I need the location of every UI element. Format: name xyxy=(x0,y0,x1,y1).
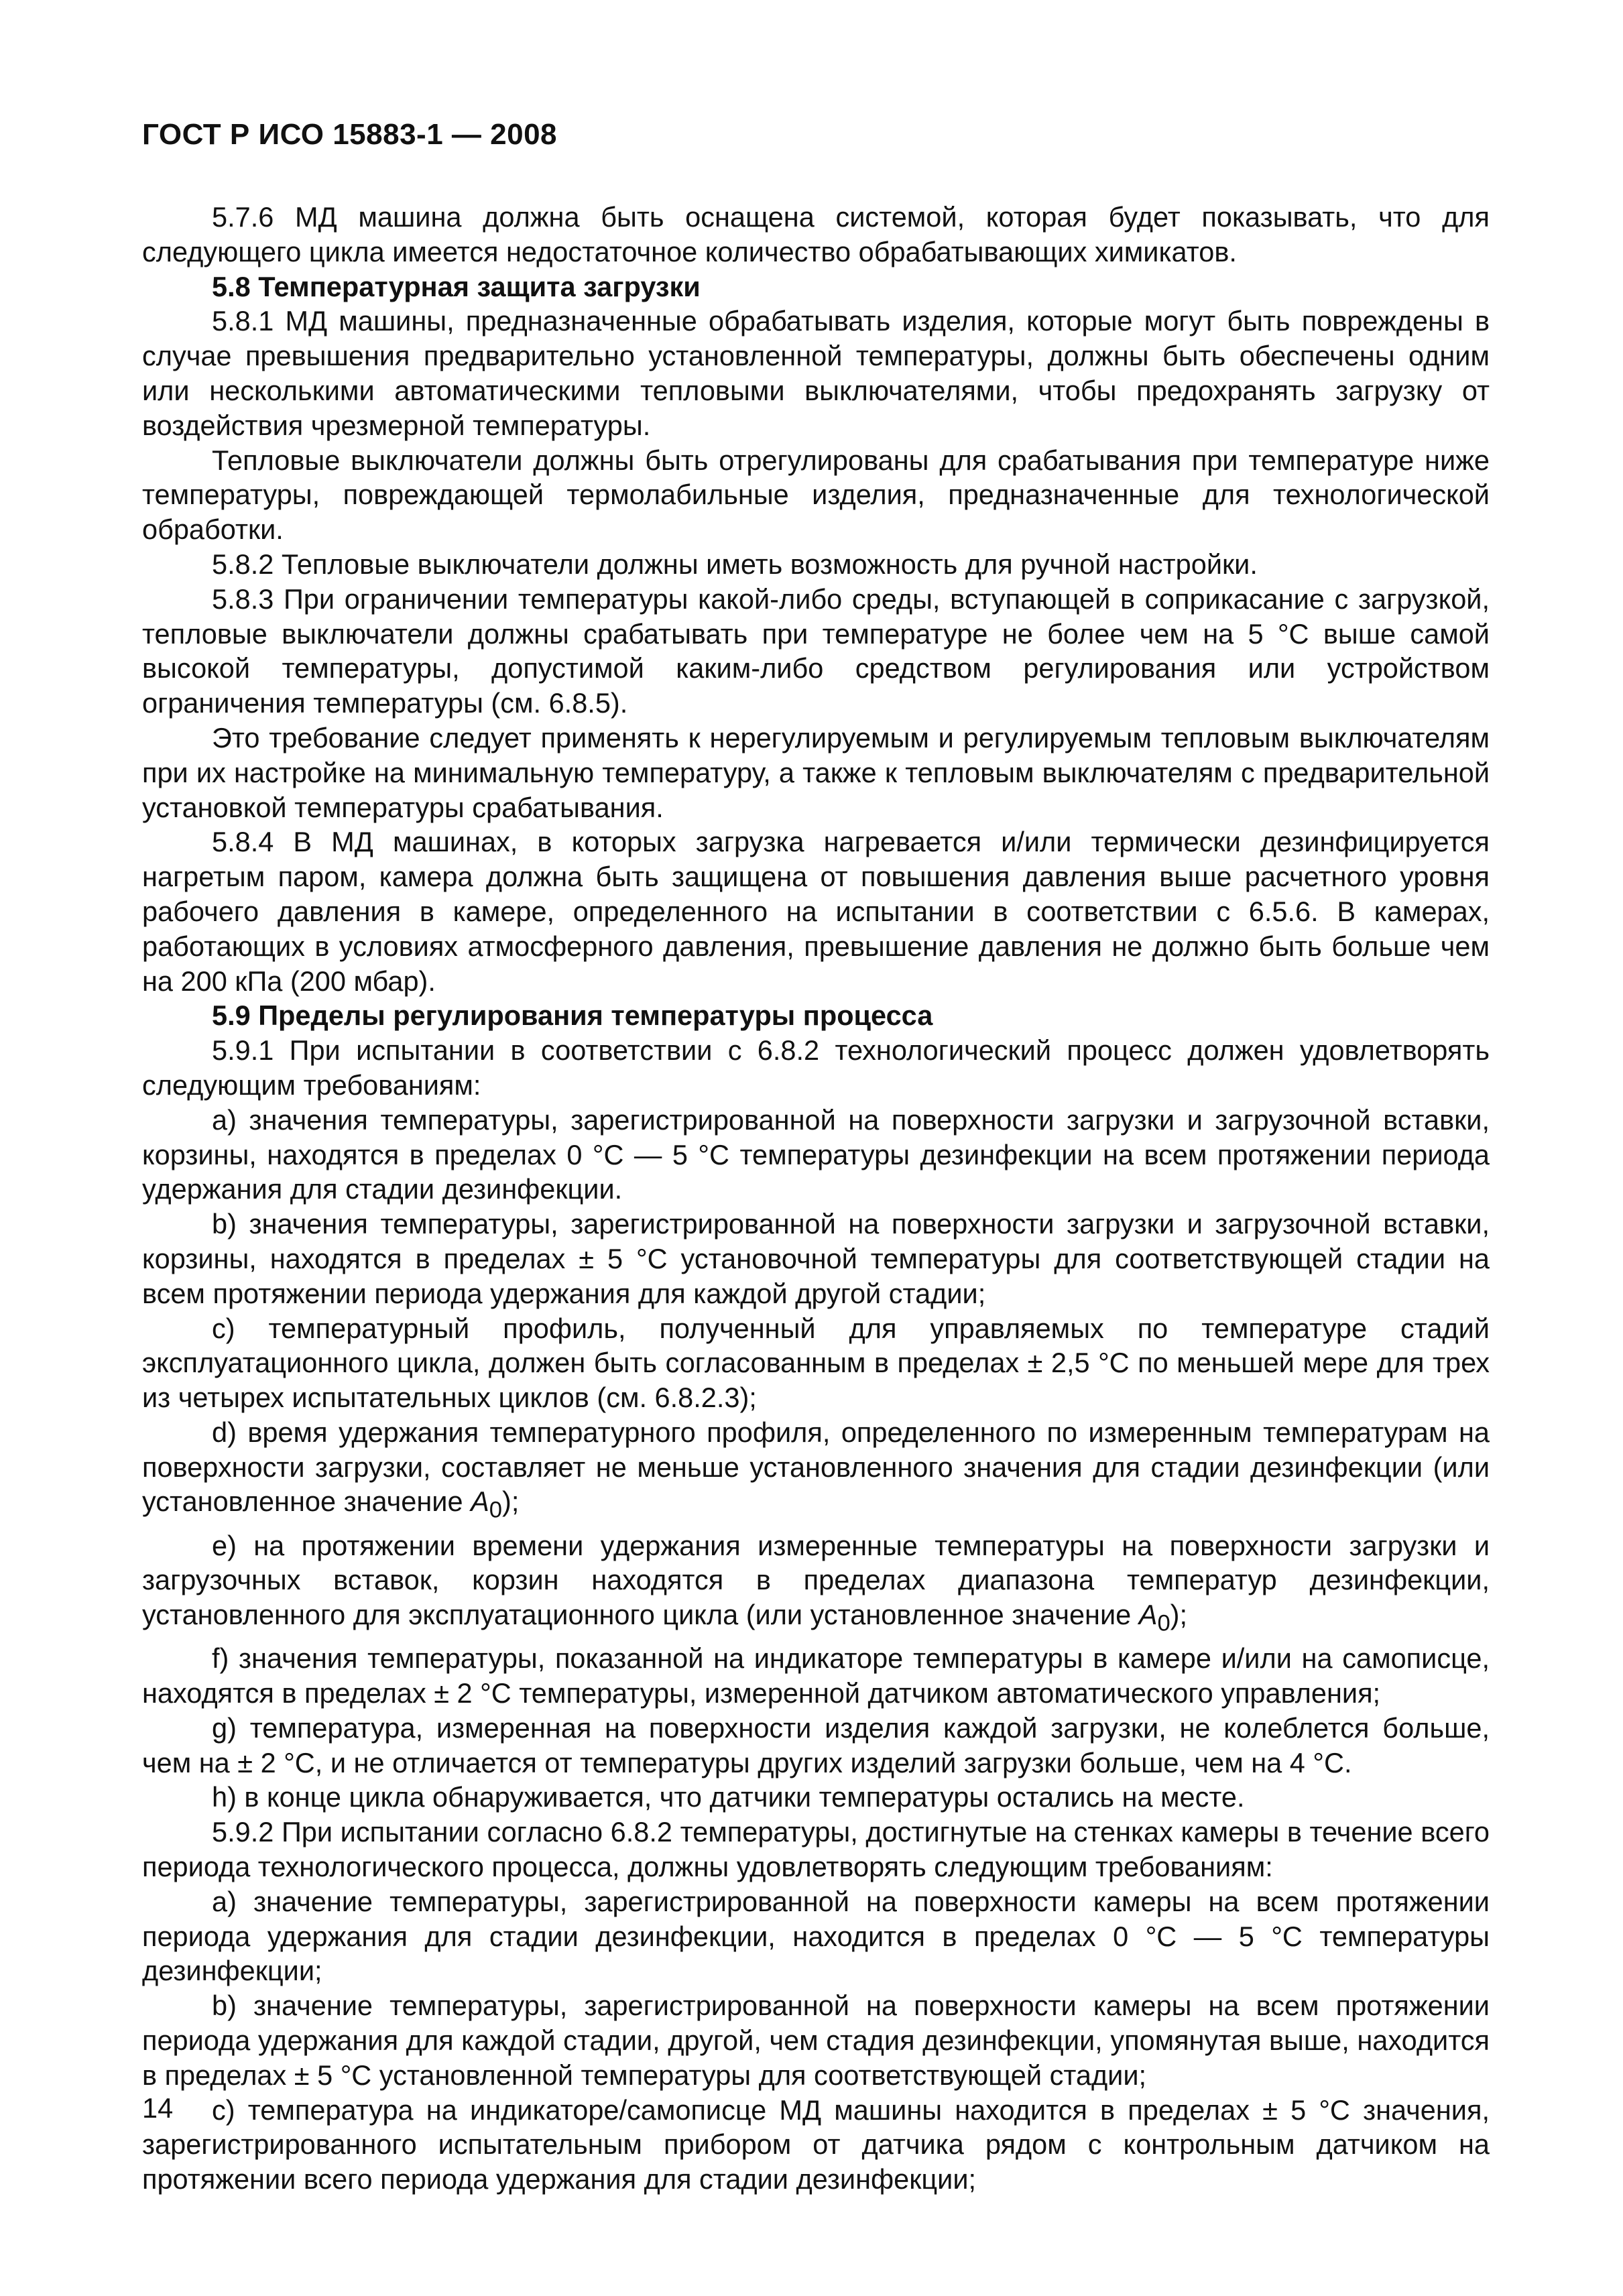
a0-subscript: 0 xyxy=(489,1497,503,1523)
paragraph-5-8-1: 5.8.1 МД машины, предназначенные обрабатывать изделия, которые могут быть повреждены в случае превышения предварительно установленной температуры, должны быть обеспечены одним или несколькими автоматическими тепловыми выключателями, чтобы предохранять загрузку от воздействия чрезмерной температуры. xyxy=(142,305,1490,441)
paragraph-5-9-1: 5.9.1 При испытании в соответствии с 6.8.2 технологический процесс должен удовлетворять следующим требованиям: xyxy=(142,1034,1490,1101)
document-body xyxy=(142,200,1490,2197)
list-item-text: d) время удержания температурного профиля, определенного по измеренным температурам на поверхности загрузки, составляет не меньше установленного значения для стадии дезинфекции (или установленное значение xyxy=(142,1416,1490,1518)
list-item-5-9-2-c: c) температура на индикаторе/самописце МД машины находится в пределах ± 5 °С значения, зарегистрированного испытательным прибором от датчика рядом с контрольным датчиком на протяжении всего периода удержания для стадии дезинфекции; xyxy=(142,2094,1490,2195)
section-heading-5-9: 5.9 Пределы регулирования температуры процесса xyxy=(212,1000,933,1032)
list-item-5-9-1-g: g) температура, измеренная на поверхности изделия каждой загрузки, не колеблется больше, чем на ± 2 °С, и не отличается от температуры других изделий загрузки больше, чем на 4 °С. xyxy=(142,1711,1490,1778)
list-item-5-9-1-b: b) значения температуры, зарегистрированной на поверхности загрузки и загрузочной вставки, корзины, находятся в пределах ± 5 °С установочной температуры для соответствующей стадии на всем протяжении периода удержания для каждой другой стадии; xyxy=(142,1208,1490,1309)
paragraph-5-8-2: 5.8.2 Тепловые выключатели должны иметь возможность для ручной настройки. xyxy=(212,548,1258,580)
document-header: ГОСТ Р ИСО 15883-1 — 2008 xyxy=(142,118,558,151)
a0-subscript: 0 xyxy=(1157,1610,1170,1636)
paragraph-5-8-1-note: Тепловые выключатели должны быть отрегулированы для срабатывания при температуре ниже температуры, повреждающей термолабильные изделия, предназначенные для технологической обработки. xyxy=(142,444,1490,546)
list-item-5-9-1-f: f) значения температуры, показанной на индикаторе температуры в камере и/или на самописце, находятся в пределах ± 2 °С температуры, измеренной датчиком автоматического управления; xyxy=(142,1642,1490,1709)
paragraph-5-7-6: 5.7.6 МД машина должна быть оснащена системой, которая будет показывать, что для следующего цикла имеется недостаточное количество обрабатывающих химикатов. xyxy=(142,201,1490,267)
list-item-5-9-2-b: b) значение температуры, зарегистрированной на поверхности камеры на всем протяжении периода удержания для каждой стадии, другой, чем стадия дезинфекции, упомянутая выше, находится в пределах ± 5 °С установленной температуры для соответствующей стадии; xyxy=(142,1990,1490,2091)
list-item-text-end: ); xyxy=(502,1486,520,1518)
list-item-5-9-1-c: c) температурный профиль, полученный для управляемых по температуре стадий эксплуатационного цикла, должен быть согласованным в пределах ± 2,5 °С по меньшей мере для трех из четырех испытательных циклов (см. 6.8.2.3); xyxy=(142,1312,1490,1414)
list-item-5-9-1-d xyxy=(142,1415,1490,1528)
list-item-5-9-1-e xyxy=(142,1528,1490,1642)
a0-symbol: A xyxy=(1138,1599,1158,1631)
list-item-5-9-2-a: a) значение температуры, зарегистрированной на поверхности камеры на всем протяжении периода удержания для стадии дезинфекции, находится в пределах 0 °С — 5 °С температуры дезинфекции; xyxy=(142,1885,1490,1987)
a0-symbol: A xyxy=(471,1486,489,1518)
paragraph-5-8-4: 5.8.4 В МД машинах, в которых загрузка нагревается и/или термически дезинфицируется нагретым паром, камера должна быть защищена от повышения давления выше расчетного уровня рабочего давления в камере, определенного на испытании в соответствии с 6.5.6. В камерах, работающих в условиях атмосферного давления, превышение давления не должно быть больше чем на 200 кПа (200 мбар). xyxy=(142,826,1490,997)
paragraph-5-8-3: 5.8.3 При ограничении температуры какой-либо среды, вступающей в соприкасание с загрузкой, тепловые выключатели должны срабатывать при температуре не более чем на 5 °С выше самой высокой температуры, допустимой каким-либо средством регулирования или устройством ограничения температуры (см. 6.8.5). xyxy=(142,583,1490,719)
list-item-5-9-1-a: a) значения температуры, зарегистрированной на поверхности загрузки и загрузочной вставки, корзины, находятся в пределах 0 °С — 5 °С температуры дезинфекции на всем протяжении периода удержания для стадии дезинфекции. xyxy=(142,1103,1490,1205)
list-item-text-end: ); xyxy=(1170,1599,1188,1631)
list-item-text: e) на протяжении времени удержания измеренные температуры на поверхности загрузки и загрузочных вставок, корзин находятся в пределах диапазона температур дезинфекции, установленного для эксплуатационного цикла (или установленное значение xyxy=(142,1529,1490,1631)
paragraph-5-9-2: 5.9.2 При испытании согласно 6.8.2 температуры, достигнутые на стенках камеры в течение всего периода технологического процесса, должны удовлетворять следующим требованиям: xyxy=(142,1816,1490,1883)
section-heading-5-8: 5.8 Температурная защита загрузки xyxy=(212,270,701,302)
page-number: 14 xyxy=(142,2092,174,2124)
paragraph-5-8-3-note: Это требование следует применять к нерегулируемым и регулируемым тепловым выключателям при их настройке на минимальную температуру, а также к тепловым выключателям с предварительной установкой температуры срабатывания. xyxy=(142,721,1490,823)
list-item-5-9-1-h: h) в конце цикла обнаруживается, что датчики температуры остались на месте. xyxy=(212,1781,1245,1813)
